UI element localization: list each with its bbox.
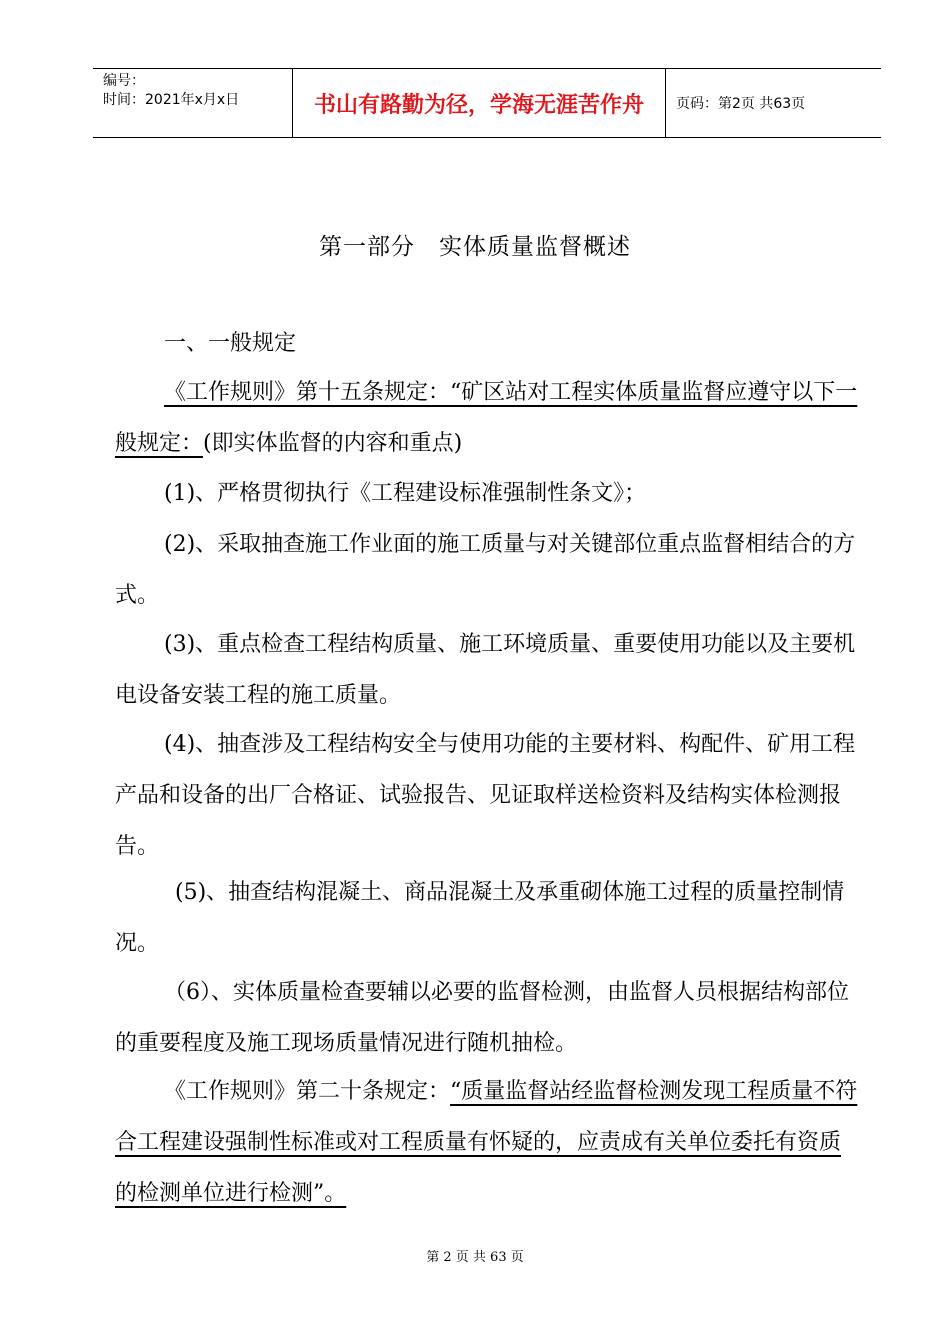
list-item: (3)、重点检查工程结构质量、施工环境质量、重要使用功能以及主要机电设备安装工程的施工质量。: [115, 632, 856, 708]
page-header: [93, 68, 881, 138]
page-title: 第一部分 实体质量监督概述: [319, 234, 631, 260]
list-item: (2)、采取抽查施工作业面的施工质量与对关键部位重点监督相结合的方式。: [115, 532, 856, 608]
section-heading: 一、一般规定: [164, 331, 297, 356]
list-item: (1)、严格贯彻执行《工程建设标准强制性条文》；: [164, 481, 647, 506]
rule20-paragraph: [115, 1066, 860, 1219]
rule15-tail: (即实体监督的内容和重点): [203, 431, 463, 456]
header-page-cell: [666, 69, 881, 137]
rule20-lead: 《工作规则》第二十条规定：: [164, 1079, 451, 1104]
page-code: 页码：第2页 共63页: [676, 96, 806, 112]
page-footer: 第 2 页 共 63 页: [426, 1250, 524, 1265]
header-meta-cell: [93, 69, 293, 137]
list-item: (4)、抽查涉及工程结构安全与使用功能的主要材料、构配件、矿用工程产品和设备的出厂合格证、试验报告、见证取样送检资料及结构实体检测报告。: [115, 732, 856, 859]
number-label: 编号：: [103, 73, 145, 89]
header-motto-cell: [293, 69, 666, 137]
rule20-underlined: “质量监督站经监督检测发现工程质量不符合工程建设强制性标准或对工程质量有怀疑的，应责成有关单位委托有资质的检测单位进行检测”。: [115, 1079, 858, 1206]
list-item: （6）、实体质量检查要辅以必要的监督检测，由监督人员根据结构部位的重要程度及施工现场质量情况进行随机抽检。: [115, 980, 849, 1056]
time-label: 时间：2021年x月x日: [103, 92, 240, 108]
list-item: (5)、抽查结构混凝土、商品混凝土及承重砌体施工过程的质量控制情况。: [115, 880, 845, 956]
rule15-underlined: 《工作规则》第十五条规定：“矿区站对工程实体质量监督应遵守以下一般规定：: [115, 380, 858, 456]
rule15-paragraph: [115, 367, 860, 469]
motto-text: 书山有路勤为径，学海无涯苦作舟: [313, 92, 644, 118]
